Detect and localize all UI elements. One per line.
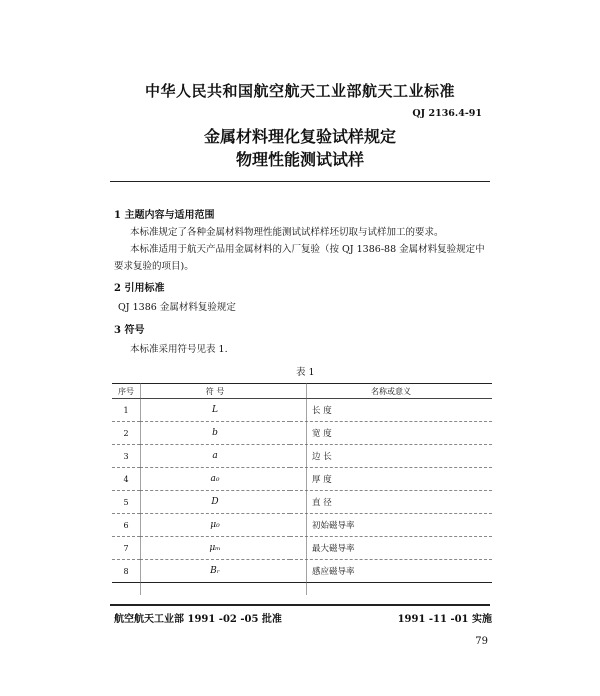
- section-2-heading: 2 引用标准: [114, 283, 165, 294]
- section-1-paragraph-2-line-2: 要求复验的项目)。: [114, 261, 194, 272]
- row-symbol: μ₀: [210, 520, 220, 530]
- title-divider: [110, 181, 490, 182]
- row-symbol: D: [211, 497, 219, 507]
- section-1-paragraph-1: 本标准规定了各种金属材料物理性能测试试样样坯切取与试样加工的要求。: [130, 227, 444, 238]
- table-caption: 表 1: [296, 367, 315, 378]
- table-column-divider: [306, 383, 307, 595]
- table-header-row: [112, 384, 492, 399]
- header-name: 名称或意义: [290, 384, 492, 399]
- implementation-date: 1991 -11 -01 实施: [397, 614, 492, 625]
- table-row: [112, 422, 492, 445]
- row-index: 1: [123, 405, 129, 415]
- header-symbol: 符 号: [140, 384, 290, 399]
- table-row: [112, 491, 492, 514]
- table-row: [112, 399, 492, 422]
- section-1-heading: 1 主题内容与适用范围: [114, 210, 215, 221]
- table-row: [112, 468, 492, 491]
- row-name: 初始磁导率: [312, 521, 355, 531]
- standard-number: QJ 2136.4-91: [412, 108, 482, 119]
- row-name: 最大磁导率: [312, 544, 355, 554]
- row-name: 厚 度: [312, 475, 332, 485]
- table-column-divider: [140, 383, 141, 595]
- row-name: 宽 度: [312, 429, 332, 439]
- document-title-line1: 金属材料理化复验试样规定: [203, 127, 396, 146]
- section-3-paragraph: 本标准采用符号见表 1.: [130, 344, 228, 355]
- footer-divider: [110, 604, 490, 606]
- table-row: [112, 445, 492, 468]
- row-name: 边 长: [312, 452, 332, 462]
- page-number: 79: [475, 636, 488, 647]
- row-index: 2: [123, 428, 129, 438]
- row-name: 感应磁导率: [312, 567, 355, 577]
- document-title-line2: 物理性能测试试样: [235, 150, 364, 169]
- row-symbol: b: [212, 428, 218, 438]
- table-row: [112, 514, 492, 537]
- row-index: 7: [123, 543, 129, 553]
- row-symbol: Bᵣ: [210, 566, 220, 576]
- row-index: 8: [123, 566, 129, 576]
- symbol-table: [112, 383, 492, 583]
- row-symbol: μₘ: [209, 543, 221, 553]
- row-symbol: L: [212, 405, 218, 415]
- row-name: 直 径: [312, 498, 332, 508]
- section-1-paragraph-2-line-1: 本标准适用于航天产品用金属材料的入厂复验（按 QJ 1386-88 金属材料复验规定中: [130, 244, 485, 255]
- row-index: 6: [123, 520, 129, 530]
- header-index: 序号: [112, 384, 140, 399]
- approval-date: 航空航天工业部 1991 -02 -05 批准: [114, 614, 282, 625]
- section-2-reference: QJ 1386 金属材料复验规定: [118, 302, 236, 313]
- table-row: [112, 560, 492, 583]
- row-name: 长 度: [312, 406, 332, 416]
- row-index: 4: [123, 474, 129, 484]
- section-3-heading: 3 符号: [114, 325, 145, 336]
- row-symbol: a₀: [210, 474, 220, 484]
- row-index: 5: [123, 497, 129, 507]
- row-symbol: a: [212, 451, 218, 461]
- row-index: 3: [123, 451, 129, 461]
- table-row: [112, 537, 492, 560]
- ministry-standard-heading: 中华人民共和国航空航天工业部航天工业标准: [144, 82, 455, 100]
